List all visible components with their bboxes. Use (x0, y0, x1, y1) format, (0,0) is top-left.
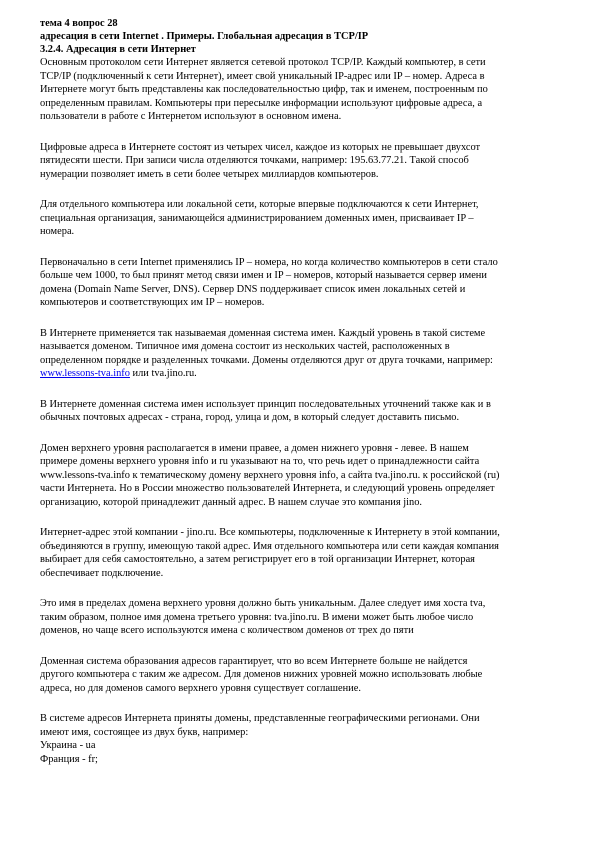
lessons-tva-link[interactable]: www.lessons-tva.info (40, 368, 130, 379)
paragraph-domain-system: В Интернете применяется так называемая доменная система имен. Каждый уровень в такой системе называется доменом. Типичное имя домена состоит из нескольких частей, расположенных в определенном порядке и разделенных точками. Домены отделяются друг от друга точками, например: www.lessons-tva.info или tva.jino.ru. (40, 327, 493, 379)
paragraph-numeric-addresses: Цифровые адреса в Интернете состоят из четырех чисел, каждое из которых не превышает двухсот пятидесяти шести. При записи числа отделяются точками, например: 195.63.77.21. Такой способ нумерации позволяет иметь в сети более четырех миллиардов компьютеров. (40, 141, 481, 180)
topic-heading: тема 4 вопрос 28 (40, 18, 118, 29)
paragraph-unique-name: Это имя в пределах домена верхнего уровня должно быть уникальным. Далее следует имя хоста tva, таким образом, полное имя домена третьего уровня: tva.jino.ru. В имени может быть любое число доменов, но чаще всего используются имена с количеством доменов от трех до пяти (40, 598, 486, 636)
paragraph-protocol: Основным протоколом сети Интернет является сетевой протокол TCP/IP. Каждый компьютер, в сети TCP/IP (подключенный к сети Интернет), имеет свой уникальный IP-адрес или IP – номер. Адреса в Интернете могут быть представлены как последовательностью цифр, так и именем, построенным по определенным правилам. Компьютеры при пересылке информации используют цифровые адреса, а пользователи в работе с Интернетом используют в основном имена. (40, 57, 488, 122)
list-item: Украина - ua (40, 740, 96, 751)
paragraph-top-level-domain: Домен верхнего уровня располагается в имени правее, а домен нижнего уровня - левее. В нашем примере домены верхнего уровня info и ru указывают на то, что речь идет о принадлежности сайта www.lessons-tva.info к тематическому домену верхнего уровня info, а сайта tva.jino.ru. к российской (ru) части Интернета. Но в России множество пользователей Интернета, и следующий уровень определяет организацию, которой принадлежит данный адрес. В нашем случае это компания jino. (40, 442, 500, 508)
paragraph-dns: Первоначально в сети Internet применялись IP – номера, но когда количество компьютеров в сети стало больше чем 1000, то был принят метод связи имен и IP – номеров, который называется сервер имени домена (Domain Name Server, DNS). Сервер DNS поддерживает список имен локальных сетей и компьютеров и соответствующих им IP – номеров. (40, 256, 498, 308)
paragraph-company-address: Интернет-адрес этой компании - jino.ru. Все компьютеры, подключенные к Интернету в этой компании, объединяются в группу, имеющую такой адрес. Имя отдельного компьютера или сети каждая компания выбирает для себя самостоятельно, а затем регистрирует его в той организации Интернет, которая обеспечивает подключение. (40, 527, 500, 579)
question-heading: адресация в сети Internet . Примеры. Глобальная адресация в TCP/IP (40, 31, 369, 42)
paragraph-refinement: В Интернете доменная система имен использует принцип последовательных уточнений также как и в обычных почтовых адресах - страна, город, улица и дом, в который следует доставить письмо. (40, 398, 491, 423)
section-heading: 3.2.4. Адресация в сети Интернет (40, 44, 196, 55)
list-item: Франция - fr; (40, 753, 98, 765)
paragraph-guarantee: Доменная система образования адресов гарантирует, что во всем Интернете больше не найдется другого компьютера с таким же адресом. Для доменов нижних уровней можно использовать любые адреса, но для доменов самого верхнего уровня существует соглашение. (40, 655, 483, 694)
paragraph-ip-assignment: Для отдельного компьютера или локальной сети, которые впервые подключаются к сети Интернет, специальная организация, занимающейся администрированием доменных имен, присваивает IP – номера. (40, 199, 479, 237)
paragraph-geographic-domains: В системе адресов Интернета приняты домены, представленные географическими регионами. Они имеют имя, состоящее из двух букв, например: Украина - ua Франция - fr; (40, 712, 555, 766)
